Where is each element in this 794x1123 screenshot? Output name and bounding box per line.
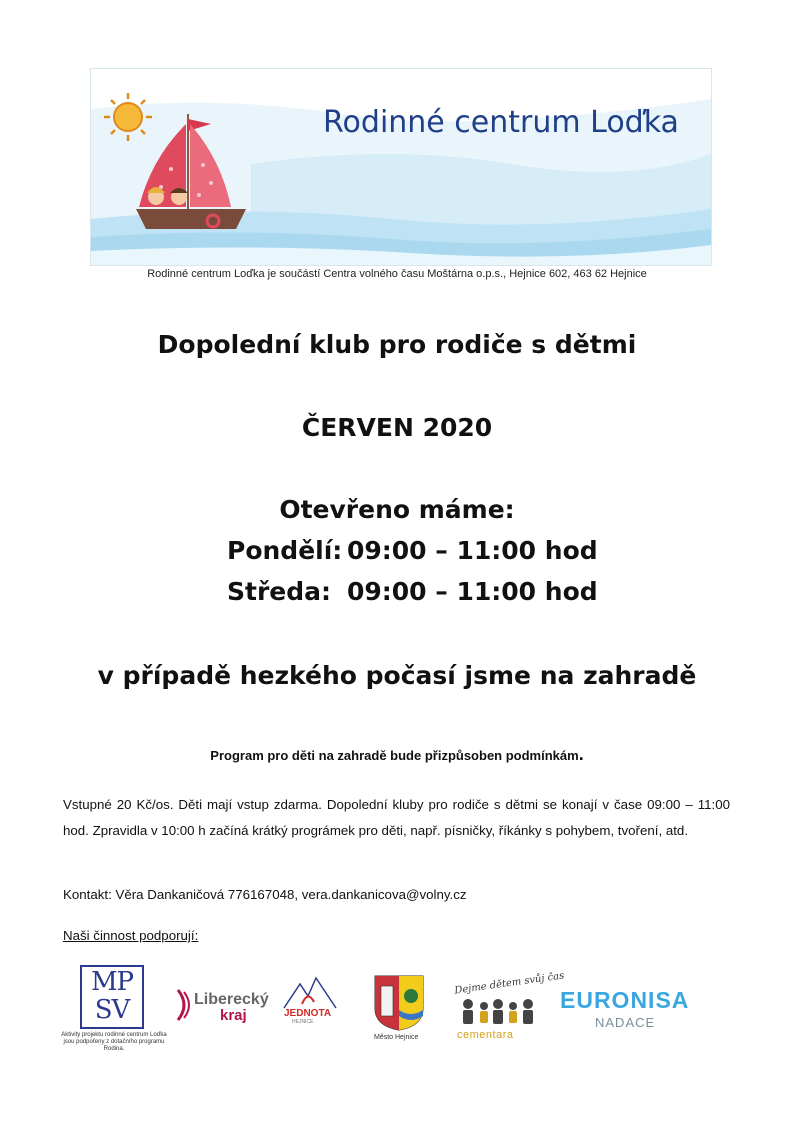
hours-day: Pondělí: — [227, 536, 343, 565]
jednota-text: JEDNOTA — [284, 1008, 332, 1019]
page-heading: Dopolední klub pro rodiče s dětmi — [157, 330, 637, 359]
mpsv-caption: Aktivity projektu rodinné centrum Loďka jsou podpořeny z dotačního programu Rodina. — [61, 1032, 167, 1052]
liberecky-text: Liberecký — [194, 991, 269, 1008]
hejnice-caption: Město Hejnice — [374, 1034, 419, 1041]
program-note-end: . — [578, 744, 584, 764]
kraj-text: kraj — [220, 1007, 247, 1024]
hours-row — [227, 536, 598, 565]
program-note — [0, 744, 794, 765]
dejme-slogan: Dejme dětem svůj čas — [453, 970, 565, 997]
hours-row — [227, 577, 598, 606]
garden-note: v případě hezkého počasí jsme na zahradě — [97, 661, 697, 690]
nadace-text: NADACE — [595, 1015, 656, 1030]
euronisa-text: EURONISA — [560, 987, 690, 1013]
banner-title: Rodinné centrum Loďka — [323, 105, 679, 140]
jednota-subtext: HEJNICE — [292, 1019, 314, 1025]
contact-line: Kontakt: Věra Dankaničová 776167048, vera.dankanicova@volny.cz — [63, 887, 467, 902]
banner-caption: Rodinné centrum Loďka je součástí Centra volného času Moštárna o.p.s., Hejnice 602, 463 62 Hejnice — [147, 268, 647, 280]
info-paragraph: Vstupné 20 Kč/os. Děti mají vstup zdarma. Dopolední kluby pro rodiče s dětmi se konají v čase 09:00 – 11:00 hod. Zpravidla v 10:00 h začíná krátký prográmek pro děti, např. písničky, říkánky s pohybem, tvoření, atd. — [63, 797, 730, 838]
banner-illustration — [91, 69, 711, 265]
mpsv-logo-text: MP SV — [90, 967, 134, 1025]
supporters-label: Naši činnost podporují: — [63, 928, 199, 943]
opening-label: Otevřeno máme: — [279, 495, 515, 524]
sponsor-logos — [60, 960, 740, 1060]
hours-time: 09:00 – 11:00 hod — [347, 536, 598, 565]
cementara-text: cementara — [457, 1029, 514, 1041]
program-note-text: Program pro děti na zahradě bude přizpůsoben podmínkám — [210, 748, 579, 763]
hours-day: Středa: — [227, 577, 332, 606]
month-heading: ČERVEN 2020 — [301, 413, 493, 442]
header-banner — [90, 68, 712, 266]
hours-time: 09:00 – 11:00 hod — [347, 577, 598, 606]
